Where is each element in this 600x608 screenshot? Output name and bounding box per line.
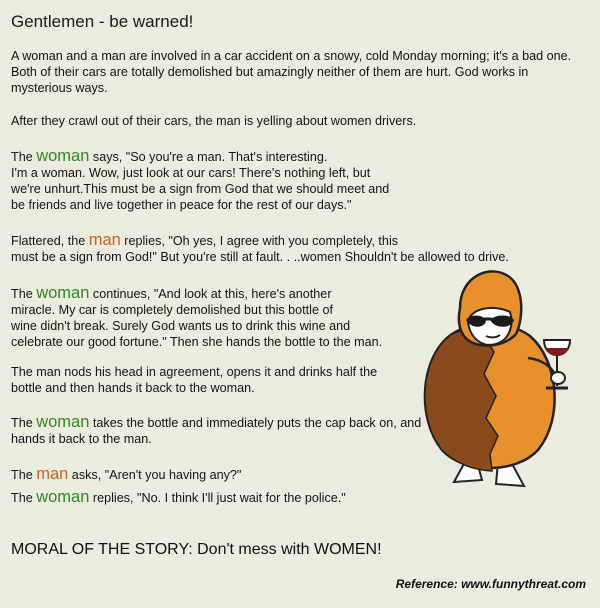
text-line: wine didn't break. Surely God wants us to drink this wine and — [11, 319, 351, 333]
text-line: bottle and then hands it back to the woman. — [11, 381, 255, 395]
text-line: The man nods his head in agreement, opens it and drinks half the — [11, 365, 378, 379]
text-line: The woman says, "So you're a man. That's interesting. — [11, 147, 328, 165]
text-line: After they crawl out of their cars, the man is yelling about women drivers. — [11, 114, 417, 128]
text-line: Both of their cars are totally demolished but amazingly neither of them are hurt. God works in — [11, 65, 529, 79]
text-line: Flattered, the man replies, "Oh yes, I agree with you completely, this — [11, 231, 399, 249]
text-line: miracle. My car is completely demolished but this bottle of — [11, 303, 333, 317]
speaker-woman: woman — [36, 284, 90, 302]
paragraph-man-replies — [11, 232, 509, 265]
text-line: The man asks, "Aren't you having any?" — [11, 465, 242, 483]
paragraph-man-nods — [11, 364, 377, 396]
paragraph-crawl-out — [11, 113, 416, 129]
text-line: A woman and a man are involved in a car accident on a snowy, cold Monday morning; it's a bad one. — [11, 49, 572, 63]
text-line: The woman takes the bottle and immediately puts the cap back on, and — [11, 413, 422, 431]
text-line: must be a sign from God!" But you're still at fault. . ..women Shouldn't be allowed to drive. — [11, 250, 509, 264]
woman-with-wine-glass-icon — [412, 268, 598, 498]
paragraph-woman-continues — [11, 285, 382, 350]
speaker-woman: woman — [36, 413, 90, 431]
text-line: be friends and live together in peace for the rest of our days." — [11, 198, 352, 212]
text-line: The woman replies, "No. I think I'll just wait for the police." — [11, 488, 346, 506]
paragraph-man-asks — [11, 466, 241, 483]
paragraph-woman-caps — [11, 414, 421, 447]
text-line: The woman continues, "And look at this, here's another — [11, 284, 332, 302]
speaker-man: man — [88, 231, 121, 249]
speaker-woman: woman — [36, 147, 90, 165]
paragraph-woman-says — [11, 148, 389, 213]
moral-of-the-story: MORAL OF THE STORY: Don't mess with WOMEN! — [11, 541, 382, 558]
text-line: I'm a woman. Wow, just look at our cars! There's nothing left, but — [11, 166, 371, 180]
text-line: mysterious ways. — [11, 81, 108, 95]
text-line: celebrate our good fortune." Then she hands the bottle to the man. — [11, 335, 383, 349]
text-line: hands it back to the man. — [11, 432, 152, 446]
paragraph-woman-replies — [11, 489, 346, 506]
speaker-woman: woman — [36, 488, 90, 506]
reference-link[interactable]: Reference: www.funnythreat.com — [395, 577, 586, 591]
paragraph-accident — [11, 48, 571, 96]
text-line: we're unhurt.This must be a sign from God that we should meet and — [11, 182, 390, 196]
page-title: Gentlemen - be warned! — [11, 12, 194, 31]
speaker-man: man — [36, 465, 69, 483]
